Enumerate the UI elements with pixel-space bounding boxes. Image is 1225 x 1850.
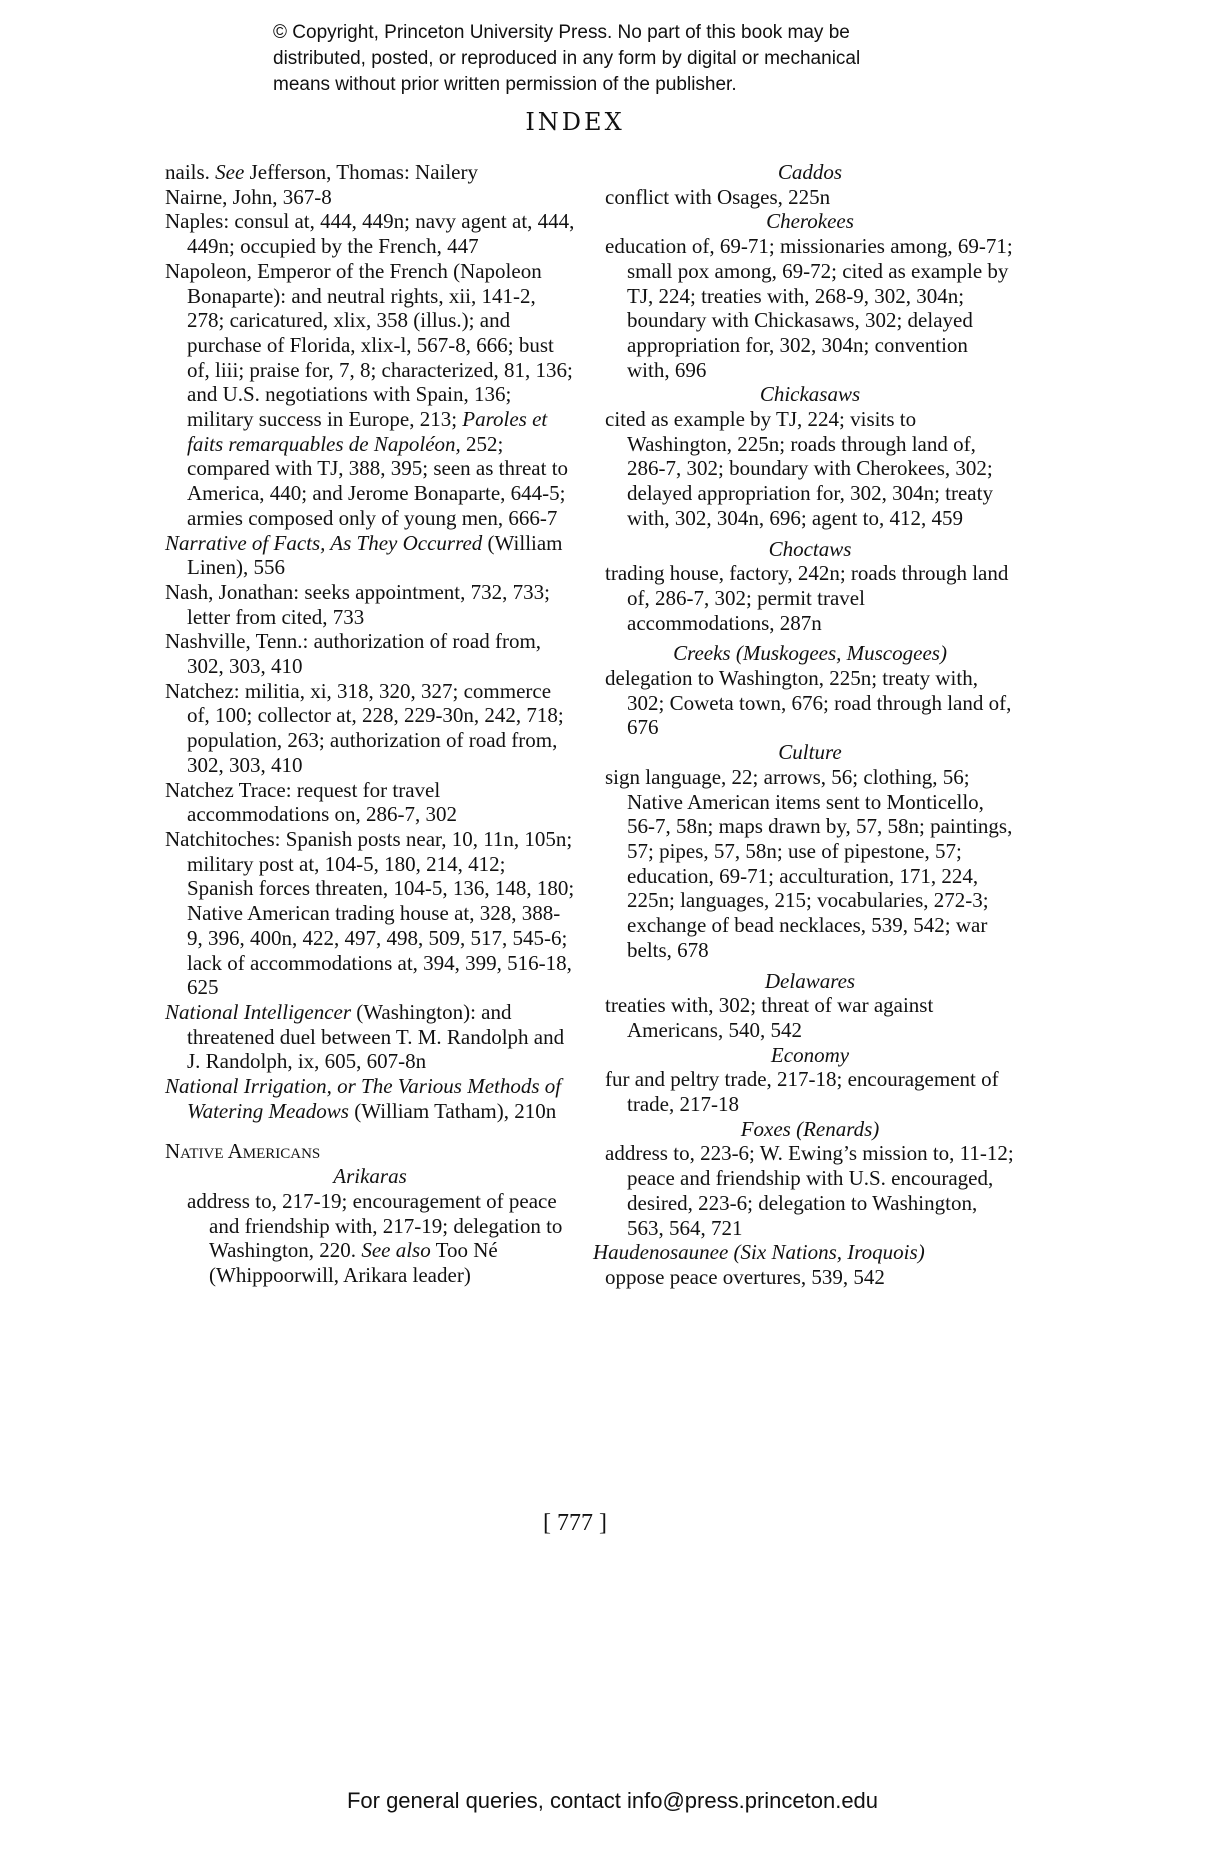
subheading-foxes: Foxes (Renards) (740, 1116, 880, 1141)
index-entry-haudenosaunee: oppose peace overtures, 539, 542 (605, 1264, 885, 1289)
index-entry-caddos: conflict with Osages, 225n (605, 184, 831, 209)
index-entry-arikaras: address to, 217-19; encouragement of peace and friendship with, 217-19; delegation to Washington, 220. See also Too Né (Whippoorwill, Arikara leader) (187, 1188, 563, 1287)
index-column-right (593, 160, 1015, 1290)
copyright-notice (273, 20, 1033, 98)
index-entry-nails: nails. See Jefferson, Thomas: Nailery (165, 160, 478, 184)
page-title: INDEX (525, 108, 625, 136)
subheading-cherokees: Cherokees (766, 209, 854, 234)
subheading-arikaras: Arikaras (333, 1164, 407, 1189)
index-column-left (165, 160, 575, 1288)
subheading-culture: Culture (778, 740, 842, 765)
index-entry-creeks: delegation to Washington, 225n; treaty with, 302; Coweta town, 676; road through land of, 676 (605, 666, 1012, 740)
subheading-creeks: Creeks (Muskogees, Muscogees) (673, 641, 947, 666)
index-entry-natchez-trace: Natchez Trace: request for travel accommodations on, 286-7, 302 (165, 777, 458, 827)
index-entry-nairne: Nairne, John, 367-8 (165, 184, 332, 209)
index-entry-natchitoches: Natchitoches: Spanish posts near, 10, 11n, 105n; military post at, 104-5, 180, 214, 412; Spanish forces threaten, 104-5, 136, 148, 180; Native American trading house at, 328, 388-9, 396, 400n, 422, 497, 498, 509, 517, 545-6; lack of accommodations at, 394, 399, 516-18, 625 (165, 826, 575, 1000)
subheading-chickasaws: Chickasaws (759, 382, 861, 407)
section-heading-native-americans: Native Americans (165, 1139, 321, 1164)
subheading-haudenosaunee: Haudenosaunee (Six Nations, Iroquois) (593, 1240, 925, 1265)
copyright-line: © Copyright, Princeton University Press. No part of this book may be (273, 22, 850, 43)
index-entry-narrative: Narrative of Facts, As They Occurred (William Linen), 556 (165, 530, 563, 580)
page-number: [ 777 ] (543, 1510, 607, 1536)
footer-contact: For general queries, contact info@press.princeton.edu (346, 1788, 879, 1813)
copyright-line: means without prior written permission of the publisher. (273, 74, 737, 95)
index-entry-naples: Naples: consul at, 444, 449n; navy agent at, 444, 449n; occupied by the French, 447 (165, 209, 575, 259)
index-entry-delawares: treaties with, 302; threat of war against Americans, 540, 542 (605, 993, 934, 1042)
subheading-delawares: Delawares (764, 968, 856, 993)
index-entry-natchez: Natchez: militia, xi, 318, 320, 327; commerce of, 100; collector at, 228, 229-30n, 242, 718; population, 263; authorization of road from, 302, 303, 410 (165, 678, 564, 777)
index-entry-national-irrigation: National Irrigation, or The Various Methods of Watering Meadows (William Tatham), 210n (165, 1074, 562, 1123)
index-entry-nash: Nash, Jonathan: seeks appointment, 732, 733; letter from cited, 733 (165, 579, 550, 629)
index-entry-economy: fur and peltry trade, 217-18; encouragement of trade, 217-18 (605, 1067, 999, 1117)
index-entry-national-intelligencer: National Intelligencer (Washington): and threatened duel between T. M. Randolph and J. Randolph, ix, 605, 607-8n (165, 999, 565, 1074)
index-entry-foxes: address to, 223-6; W. Ewing’s mission to, 11-12; peace and friendship with U.S. encouraged, desired, 223-6; delegation to Washington, 563, 564, 721 (605, 1141, 1014, 1240)
index-entry-culture: sign language, 22; arrows, 56; clothing, 56; Native American items sent to Monticello, 56-7, 58n; maps drawn by, 57, 58n; paintings, 57; pipes, 57, 58n; use of pipestone, 57; education, 69-71; acculturation, 171, 224, 225n; languages, 215; vocabularies, 272-3; exchange of bead necklaces, 539, 542; war belts, 678 (605, 764, 1013, 962)
index-entry-chickasaws: cited as example by TJ, 224; visits to Washington, 225n; roads through land of, 286-7, 302; boundary with Cherokees, 302; delayed appropriation for, 302, 304n; treaty with, 302, 304n, 696; agent to, 412, 459 (605, 407, 993, 530)
index-entry-napoleon: Napoleon, Emperor of the French (Napoleon Bonaparte): and neutral rights, xii, 141-2, 278; caricatured, xlix, 358 (illus.); and purchase of Florida, xlix-l, 567-8, 666; bust of, liii; praise for, 7, 8; characterized, 81, 136; and U.S. negotiations with Spain, 136; military success in Europe, 213; Paroles et faits remarquables de Napoléon, 252; compared with TJ, 388, 395; seen as threat to America, 440; and Jerome Bonaparte, 644-5; armies composed only of young men, 666-7 (165, 258, 573, 530)
subheading-economy: Economy (770, 1042, 850, 1067)
index-entry-choctaws: trading house, factory, 242n; roads through land of, 286-7, 302; permit travel accommodations, 287n (605, 561, 1009, 635)
index-entry-nashville: Nashville, Tenn.: authorization of road from, 302, 303, 410 (165, 629, 542, 679)
subheading-caddos: Caddos (777, 160, 843, 184)
subheading-choctaws: Choctaws (768, 536, 852, 561)
index-entry-cherokees: education of, 69-71; missionaries among, 69-71; small pox among, 69-72; cited as example by TJ, 224; treaties with, 268-9, 302, 304n; boundary with Chickasaws, 302; delayed appropriation for, 302, 304n; convention with, 696 (605, 234, 1013, 382)
copyright-line: distributed, posted, or reproduced in any form by digital or mechanical (273, 48, 861, 69)
